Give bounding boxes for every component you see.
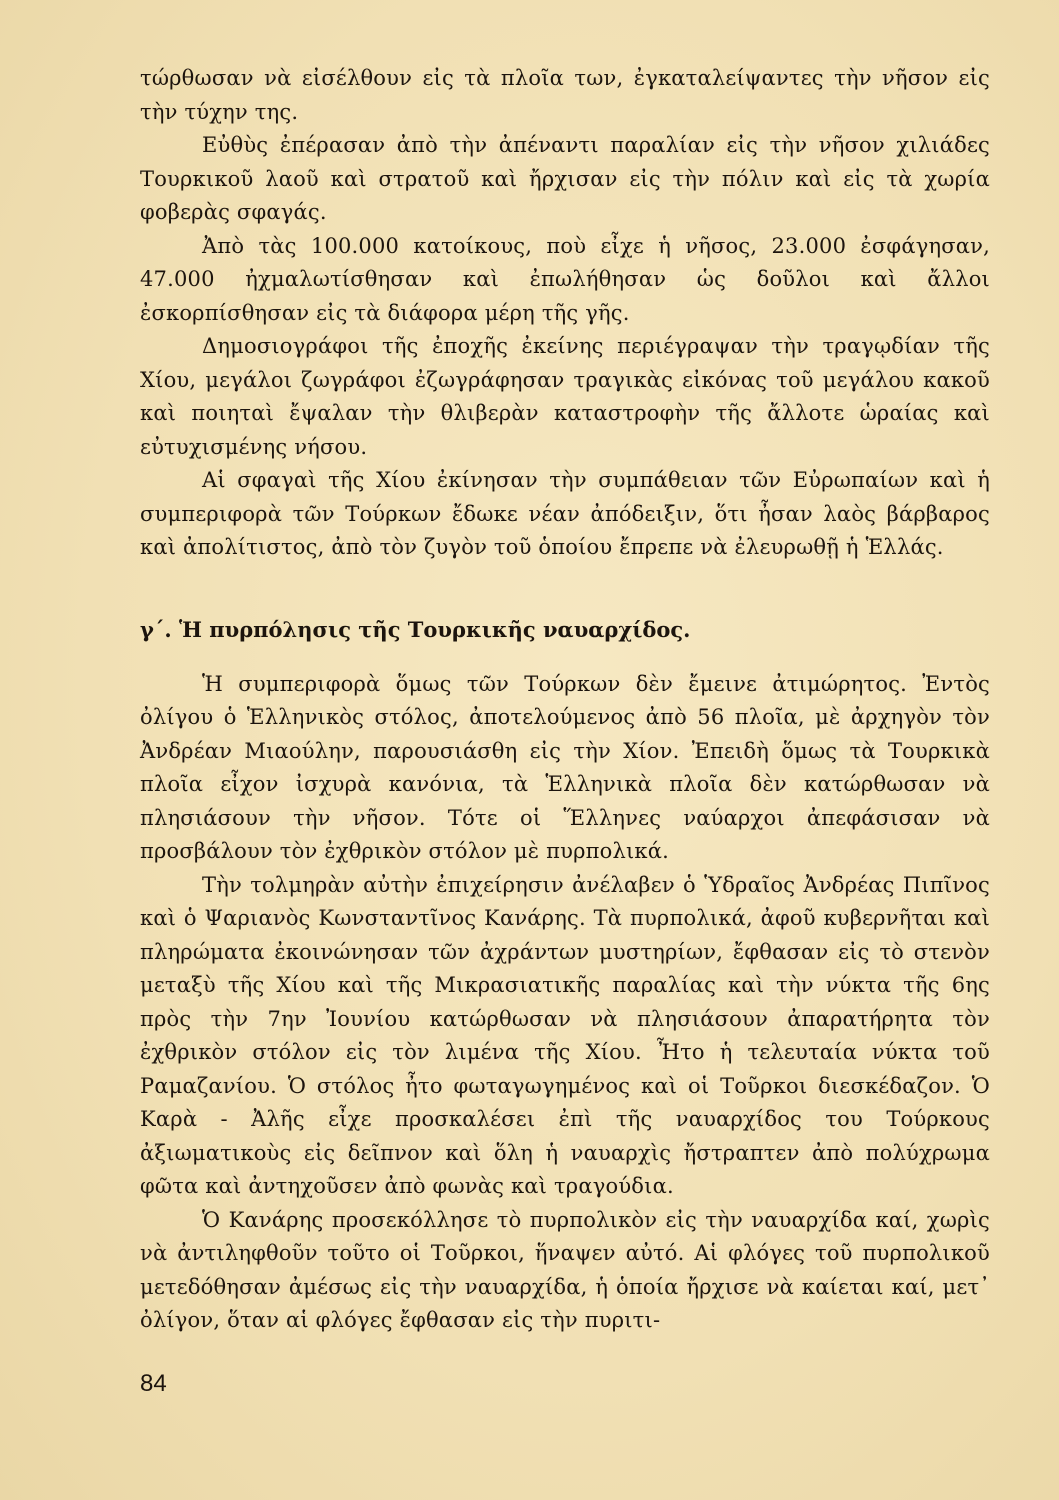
- paragraph-european-sympathy: Αἱ σφαγαὶ τῆς Χίου ἐκίνησαν τὴν συμπάθειαν τῶν Εὐρωπαίων καὶ ἡ συμπεριφορὰ τῶν Τούρκων ἔδωκε νέαν ἀπόδειξιν, ὅτι ἦσαν λαὸς βάρβαρος καὶ ἀπολίτιστος, ἀπὸ τὸν ζυγὸν τοῦ ὁποίου ἔπρεπε νὰ ἐλευρωθῇ ἡ Ἑλλάς.: [140, 468, 990, 559]
- paragraph-fireships: Τὴν τολμηρὰν αὐτὴν ἐπιχείρησιν ἀνέλαβεν ὁ Ὑδραῖος Ἀνδρέας Πιπῖνος καὶ ὁ Ψαριανὸς Κωνσταντῖνος Κανάρης. Τὰ πυρπολικά, ἀφοῦ κυβερνῆται καὶ πληρώματα ἐκοινώνησαν τῶν ἀχράντων μυστηρίων, ἔφθασαν εἰς τὸ στενὸν μεταξὺ τῆς Χίου καὶ τῆς Μικρασιατικῆς παραλίας καὶ τὴν νύκτα τῆς 6ης πρὸς τὴν 7ην Ἰουνίου κατώρθωσαν νὰ πλησιάσουν ἀπαρατήρητα τὸν ἐχθρικὸν στόλον εἰς τὸν λιμένα τῆς Χίου. Ἦτο ἡ τελευταία νύκτα τοῦ Ραμαζανίου. Ὁ στόλος ἦτο φωταγωγημένος καὶ οἱ Τοῦρκοι διεσκέδαζον. Ὁ Καρὰ - Ἀλῆς εἶχε προσκαλέσει ἐπὶ τῆς ναυαρχίδος του Τούρκους ἀξιωματικοὺς εἰς δεῖπνον καὶ ὅλη ἡ ναυαρχὶς ἤστραπτεν ἀπὸ πολύχρωμα φῶτα καὶ ἀντηχοῦσεν ἀπὸ φωνὰς καὶ τραγούδια.: [140, 872, 990, 1198]
- paragraph-journalists: Δημοσιογράφοι τῆς ἐποχῆς ἐκείνης περιέγραψαν τὴν τραγῳδίαν τῆς Χίου, μεγάλοι ζωγράφοι ἐζωγράφησαν τραγικὰς εἰκόνας τοῦ μεγάλου κακοῦ καὶ ποιηταὶ ἔψαλαν τὴν θλιβερὰν καταστροφὴν τῆς ἄλλοτε ὡραίας καὶ εὐτυχισμένης νήσου.: [140, 334, 990, 459]
- paragraph-casualties: Ἀπὸ τὰς 100.000 κατοίκους, ποὺ εἶχε ἡ νῆσος, 23.000 ἐσφάγησαν, 47.000 ἠχμαλωτίσθησαν καὶ ἐπωλήθησαν ὡς δοῦλοι καὶ ἄλλοι ἐσκορπίσθησαν εἰς τὰ διάφορα μέρη τῆς γῆς.: [140, 233, 990, 325]
- paragraph-kanaris: Ὁ Κανάρης προσεκόλλησε τὸ πυρπολικὸν εἰς τὴν ναυαρχίδα καί, χωρὶς νὰ ἀντιληφθοῦν τοῦτο οἱ Τοῦρκοι, ἥναψεν αὐτό. Αἱ φλόγες τοῦ πυρπολικοῦ μετεδόθησαν ἀμέσως εἰς τὴν ναυαρχίδα, ἡ ὁποία ἤρχισε νὰ καίεται καί, μετ᾽ ὀλίγον, ὅταν αἱ φλόγες ἔφθασαν εἰς τὴν πυριτι-: [140, 1207, 990, 1332]
- paragraph-invasion: Εὐθὺς ἐπέρασαν ἀπὸ τὴν ἀπέναντι παραλίαν εἰς τὴν νῆσον χιλιάδες Τουρκικοῦ λαοῦ καὶ στρατοῦ καὶ ἤρχισαν εἰς τὴν πόλιν καὶ εἰς τὰ χωρία φοβερὰς σφαγάς.: [140, 133, 990, 224]
- paragraph-fleet: Ἡ συμπεριφορὰ ὅμως τῶν Τούρκων δὲν ἔμεινε ἀτιμώρητος. Ἐντὸς ὀλίγου ὁ Ἑλληνικὸς στόλος, ἀποτελούμενος ἀπὸ 56 πλοῖα, μὲ ἀρχηγὸν τὸν Ἀνδρέαν Μιαούλην, παρουσιάσθη εἰς τὴν Χίον. Ἐπειδὴ ὅμως τὰ Τουρκικὰ πλοῖα εἶχον ἰσχυρὰ κανόνια, τὰ Ἑλληνικὰ πλοῖα δὲν κατώρθωσαν νὰ πλησιάσουν τὴν νῆσον. Τότε οἱ Ἕλληνες ναύαρχοι ἀπεφάσισαν νὰ προσβάλουν τὸν ἐχθρικὸν στόλον μὲ πυρπολικά.: [140, 671, 990, 863]
- page-number: 84: [140, 1370, 167, 1397]
- page-text: [140, 62, 990, 1338]
- paragraph-continuation: τώρθωσαν νὰ εἰσέλθουν εἰς τὰ πλοῖα των, ἐγκαταλείψαντες τὴν νῆσον εἰς τὴν τύχην της.: [140, 66, 990, 124]
- section-heading: γ΄. Ἡ πυρπόλησις τῆς Τουρκικῆς ναυαρχίδος.: [140, 616, 691, 642]
